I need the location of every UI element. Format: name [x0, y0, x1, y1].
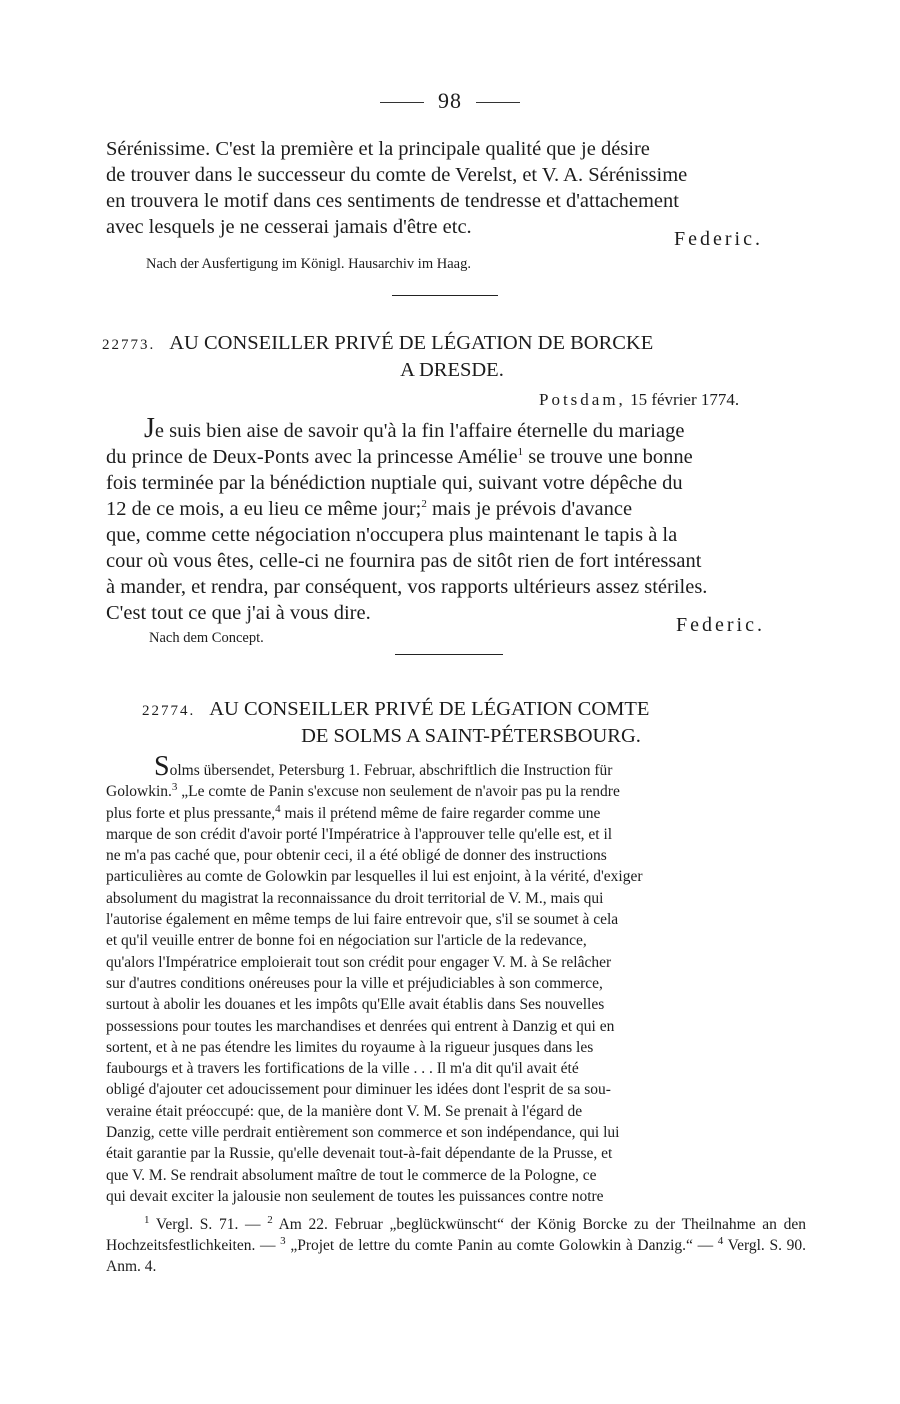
page-number: 98 [438, 88, 462, 113]
place: Potsdam, [539, 390, 626, 409]
letter-body [106, 413, 798, 626]
text-line: sur d'autres conditions onéreuses pour la ville et préjudiciables à son commerce, [106, 974, 603, 992]
running-head-dash-right [476, 102, 520, 103]
text-line: en trouvera le motif dans ces sentiments de tendresse et d'attachement [106, 190, 679, 212]
text-line: obligé d'ajouter cet adoucissement pour diminuer les idées dont l'esprit de sa sou- [106, 1081, 611, 1099]
letter-body [106, 751, 800, 1207]
text-line: sortent, et à ne pas étendre les limites du royaume à la rigueur jusques dans les [106, 1038, 594, 1056]
running-head [0, 88, 900, 114]
drop-cap: J [144, 413, 155, 444]
source-note: Nach der Ausfertigung im Königl. Hausarchiv im Haag. [146, 256, 471, 272]
footnote-marker: 3 [171, 781, 178, 794]
date: 15 février 1774. [630, 390, 740, 409]
text-line: que, comme cette négociation n'occupera plus maintenant le tapis à la [106, 524, 678, 546]
footnote-number: 2 [267, 1213, 273, 1226]
footnote-marker: 1 [517, 446, 524, 459]
text-line: et qu'il veuille entrer de bonne foi en négociation sur l'article de la redevance, [106, 932, 587, 950]
text-line: faubourgs et à travers les fortifications de la ville . . . Il m'a dit qu'il avait été [106, 1060, 579, 1078]
letter-number: 22773. [102, 337, 156, 353]
text-line: ne m'a pas caché que, pour obtenir ceci, il a été obligé de donner des instructions [106, 847, 607, 865]
section-divider [392, 295, 498, 296]
letter-heading-line: 22774. AU CONSEILLER PRIVÉ DE LÉGATION COMTE [142, 698, 650, 720]
letter-heading [102, 331, 802, 383]
letter-number: 22774. [142, 703, 196, 719]
footnote-text: $^1$ Vergl. S. 71. — $^2$ Am 22. Februar „beglückwünscht“ der König Borcke zu der Theilnahme an den Hochzeitsfestlichkeiten. — $^3$ „Projet de lettre du comte Panin au comte Golowkin à Danzig.“ — $^4$ Vergl. S. 90. Anm. 4. [106, 1213, 806, 1275]
source-note: Nach dem Concept. [149, 630, 264, 646]
text-line: 12 de ce mois, a eu lieu ce même jour;$^2$ mais je prévois d'avance [106, 498, 633, 520]
text-line: plus forte et plus pressante,$^4$ mais il prétend même de faire regarder comme une [106, 802, 601, 822]
text-line: du prince de Deux-Ponts avec la princesse Amélie$^1$ se trouve une bonne [106, 446, 693, 468]
continuation-text [106, 136, 796, 240]
footnote-marker: 2 [421, 498, 427, 511]
letter-heading [142, 697, 782, 749]
text-line: Golowkin.$^3$ „Le comte de Panin s'excuse non seulement de n'avoir pas pu la rendre [106, 781, 620, 801]
letter-heading-line: 22773. AU CONSEILLER PRIVÉ DE LÉGATION DE BORCKE [102, 332, 654, 354]
text-line: qu'alors l'Impératrice emploierait tout son crédit pour engager V. M. à Se relâcher [106, 953, 612, 971]
text-line: particulières au comte de Golowkin par lesquelles il lui est enjoint, à la vérité, d'exiger [106, 868, 643, 886]
text-line: qui devait exciter la jalousie non seulement de toutes les puissances contre notre [106, 1187, 604, 1205]
text-line: de trouver dans le successeur du comte de Verelst, et V. A. Sérénissime [106, 164, 688, 186]
text-line: Sérénissime. C'est la première et la principale qualité que je désire [106, 138, 650, 160]
drop-cap: S [154, 751, 170, 782]
text-line: C'est tout ce que j'ai à vous dire. [106, 602, 371, 624]
text-line: Je suis bien aise de savoir qu'à la fin l'affaire éternelle du mariage [144, 413, 685, 444]
text-line: à mander, et rendra, par conséquent, vos rapports ultérieurs assez stériles. [106, 576, 708, 598]
section-divider [395, 654, 503, 655]
text-line: Danzig, cette ville perdrait entièrement son commerce et son indépendance, qui lui [106, 1124, 620, 1142]
text-line: l'autorise également en même temps de lui faire entrevoir que, s'il se soumet à cela [106, 911, 619, 929]
signature: Federic. [674, 228, 763, 250]
footnote-number: 1 [144, 1213, 150, 1226]
text-line: surtout à abolir les douanes et les impôts qu'Elle avait établis dans Ses nouvelles [106, 996, 605, 1014]
text-line: marque de son crédit d'avoir porté l'Impératrice à l'approuver telle qu'elle est, et il [106, 825, 613, 843]
footnotes [106, 1214, 806, 1277]
text-line: possessions pour toutes les marchandises et denrées qui entrent à Danzig et qui en [106, 1017, 615, 1035]
text-line: était garantie par la Russie, qu'elle devenait tout-à-fait dépendante de la Prusse, et [106, 1145, 613, 1163]
text-line: absolument du magistrat la reconnaissance du droit territorial de V. M., mais qui [106, 889, 604, 907]
text-line: Solms übersendet, Petersburg 1. Februar, abschriftlich die Instruction für [154, 751, 613, 782]
letter-heading-line: DE SOLMS A SAINT-PÉTERSBOURG. [301, 725, 641, 747]
signature: Federic. [676, 614, 765, 636]
footnote-number: 4 [717, 1234, 724, 1247]
footnote-marker: 4 [275, 802, 281, 815]
text-line: que V. M. Se rendrait absolument maître de tout le commerce de la Pologne, ce [106, 1166, 597, 1184]
place-date [539, 390, 739, 410]
footnote-number: 3 [280, 1234, 286, 1247]
text-line: avec lesquels je ne cesserai jamais d'être etc. [106, 216, 472, 238]
text-line: cour où vous êtes, celle-ci ne fournira pas de sitôt rien de fort intéressant [106, 550, 702, 572]
letter-heading-line: A DRESDE. [400, 359, 504, 381]
running-head-dash-left [380, 102, 424, 103]
text-line: veraine était préoccupé: que, de la manière dont V. M. Se prenait à l'égard de [106, 1102, 583, 1120]
text-line: fois terminée par la bénédiction nuptiale qui, suivant votre dépêche du [106, 472, 683, 494]
